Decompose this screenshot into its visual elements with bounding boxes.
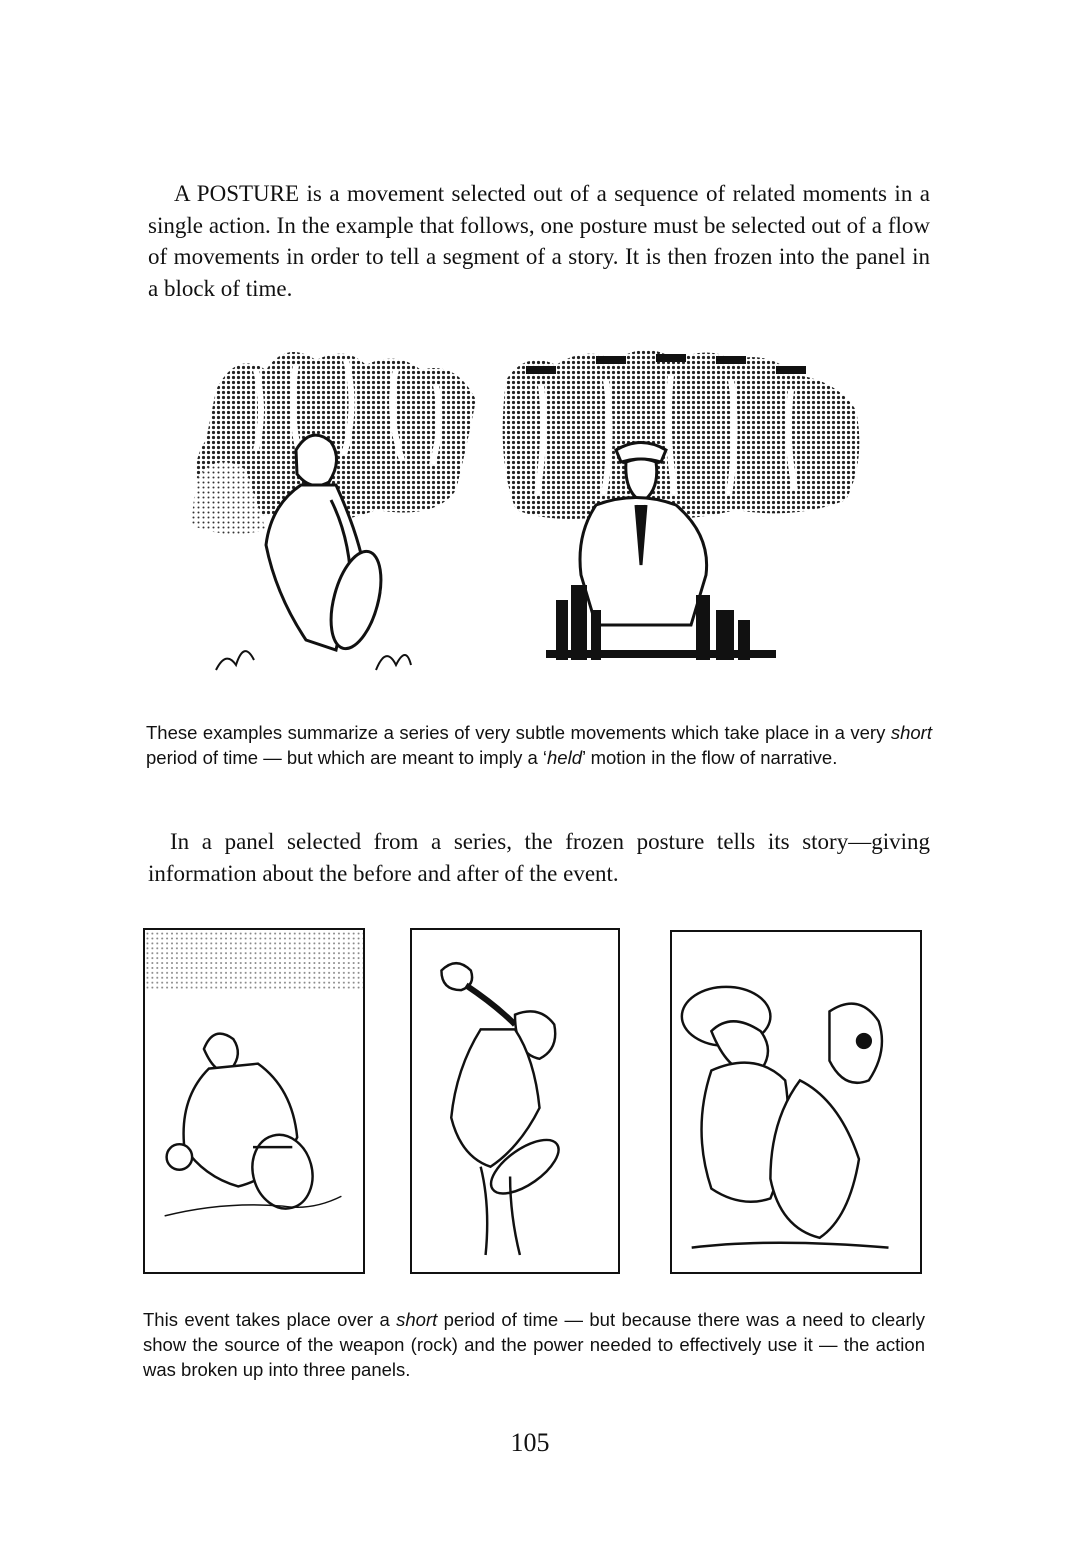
intro-paragraph (148, 178, 930, 304)
rock-hitting-enemy-panel (672, 932, 920, 1272)
posture-examples-illustration (176, 330, 896, 680)
intro-text: is a movement selected out of a sequence of related moments in a single action. In the example that follows, one posture must be selected out of a flow of movements in order to tell a segment of a story. It is then frozen into the panel in a block of time. (148, 181, 930, 301)
page-number: 105 (510, 1428, 550, 1457)
comic-panel-2 (410, 928, 620, 1274)
caption-panels: This event takes place over a short period of time — but because there was a need to clearly show the source of the weapon (rock) and the power needed to effectively use it — the action was broken up into three panels. (143, 1309, 925, 1380)
barbarian-picking-rock-panel (145, 930, 363, 1272)
comic-panel-3 (670, 930, 922, 1274)
frozen-posture-paragraph: In a panel selected from a series, the frozen posture tells its story—giving information about the before and after of the event. (148, 829, 930, 886)
barbarian-throwing-rock-panel (412, 930, 618, 1272)
intro-lead: A POSTURE (174, 181, 300, 206)
comic-panel-1 (143, 928, 365, 1274)
ghost-cowboys-background (503, 350, 860, 519)
caption-top-illustration: These examples summarize a series of very subtle movements which take place in a very short period of time — but which are meant to imply a ‘held’ motion in the flow of narrative. (146, 722, 932, 768)
